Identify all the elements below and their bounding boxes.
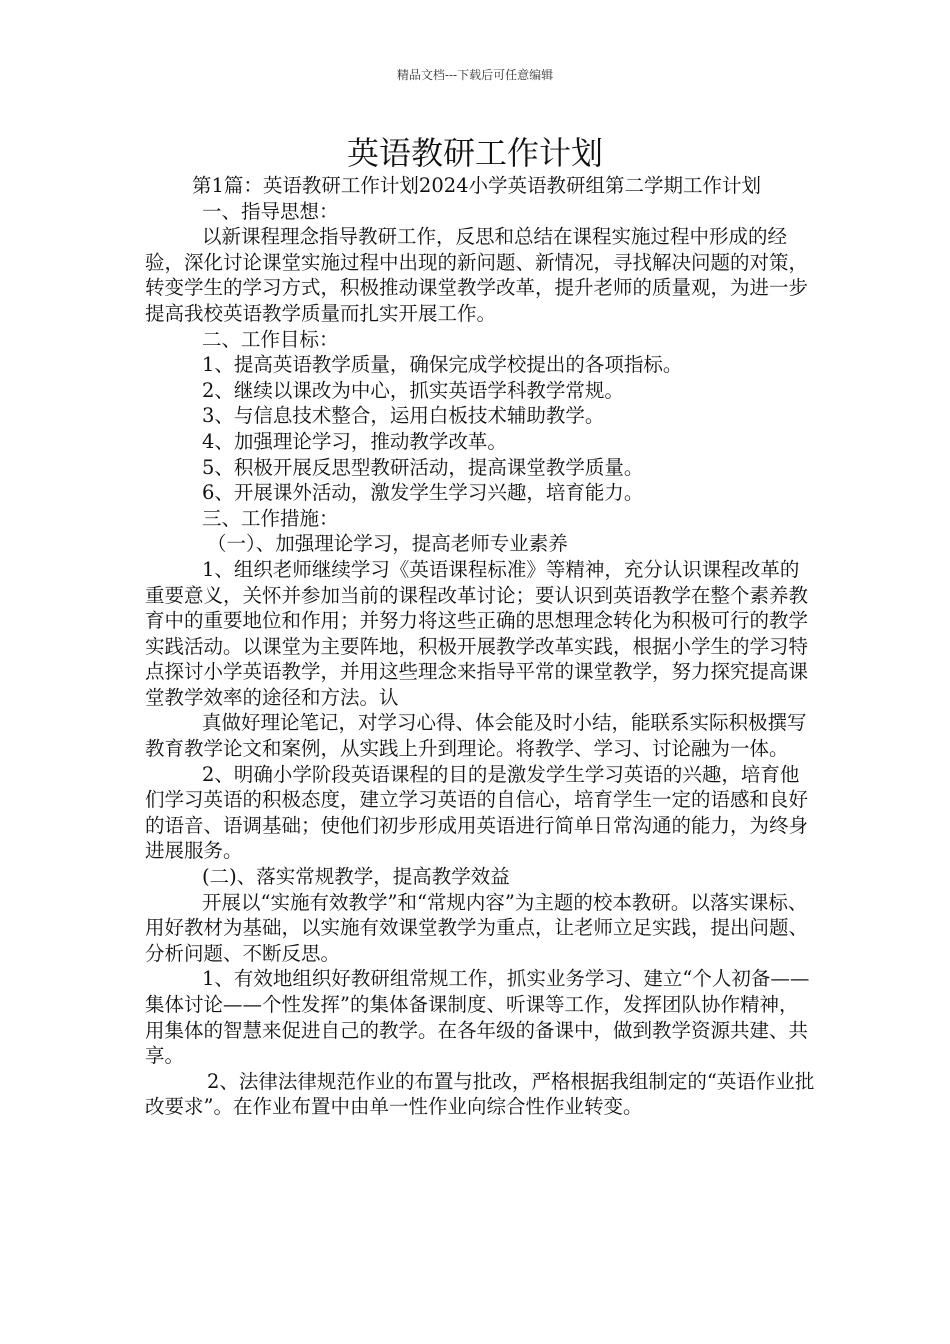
paragraph: 真做好理论笔记，对学习心得、体会能及时小结，能联系实际积极撰写教育教学论文和案例，从实践上升到理论。将教学、学习、讨论融为一体。: [145, 711, 807, 761]
article-subtitle: 第1篇：英语教研工作计划2024小学英语教研组第二学期工作计划: [192, 174, 762, 197]
list-item: 4、加强理论学习，推动教学改革。: [202, 429, 507, 453]
paragraph: 开展以“实施有效教学”和“常规内容”为主题的校本教研。以落实课标、用好教材为基础，以实施有效课堂教学为重点，让老师立足实践，提出问题、分析问题、不断反思。: [145, 890, 809, 965]
subsection-heading: (二)、落实常规教学，提高教学效益: [202, 865, 510, 889]
section-heading: 三、工作措施：: [202, 506, 339, 530]
section-heading: 一、指导思想：: [202, 199, 339, 223]
list-item: 2、继续以课改为中心，抓实英语学科教学常规。: [202, 378, 624, 402]
document-body: [145, 173, 815, 1120]
section-heading: 二、工作目标：: [202, 327, 339, 351]
document-title: 英语教研工作计划: [346, 134, 603, 172]
paragraph: 2、法律法律规范作业的布置与批改，严格根据我组制定的“英语作业批改要求”。在作业布置中由单一性作业向综合性作业转变。: [145, 1069, 815, 1119]
paragraph: 以新课程理念指导教研工作，反思和总结在课程实施过程中形成的经验，深化讨论课堂实施过程中出现的新问题、新情况，寻找解决问题的对策，转变学生的学习方式，积极推动课堂教学改革，提升老师的质量观，为进一步提高我校英语教学质量而扎实开展工作。: [145, 225, 809, 325]
list-item: 3、与信息技术整合，运用白板技术辅助教学。: [202, 404, 605, 428]
page-header: 精品文档---下载后可任意编辑: [396, 68, 554, 82]
paragraph: 2、明确小学阶段英语课程的目的是激发学生学习英语的兴趣，培育他们学习英语的积极态度，建立学习英语的自信心，培育学生一定的语感和良好的语音、语调基础；使他们初步形成用英语进行简单日常沟通的能力，为终身进展服务。: [145, 762, 809, 863]
paragraph: 1、有效地组织好教研组常规工作，抓实业务学习、建立“个人初备——集体讨论——个性发挥”的集体备课制度、听课等工作，发挥团队协作精神，用集体的智慧来促进自己的教学。在各年级的备课中，做到教学资源共建、共享。: [145, 967, 810, 1068]
list-item: 6、开展课外活动，激发学生学习兴趣，培育能力。: [202, 481, 644, 505]
list-item: 1、提高英语教学质量，确保完成学校提出的各项指标。: [202, 353, 683, 377]
list-item: 5、积极开展反思型教研活动，提高课堂教学质量。: [202, 455, 644, 479]
paragraph: 1、组织老师继续学习《英语课程标准》等精神，充分认识课程改革的重要意义，关怀并参加当前的课程改革讨论；要认识到英语教学在整个素养教育中的重要地位和作用；并努力将这些正确的思想理念转化为积极可行的教学实践活动。以课堂为主要阵地，积极开展教学改革实践，根据小学生的学习特点探讨小学英语教学，并用这些理念来指导平常的课堂教学，努力探究提高课堂教学效率的途径和方法。认: [145, 557, 809, 709]
subsection-heading: （一）、加强理论学习，提高老师专业素养: [207, 532, 568, 556]
